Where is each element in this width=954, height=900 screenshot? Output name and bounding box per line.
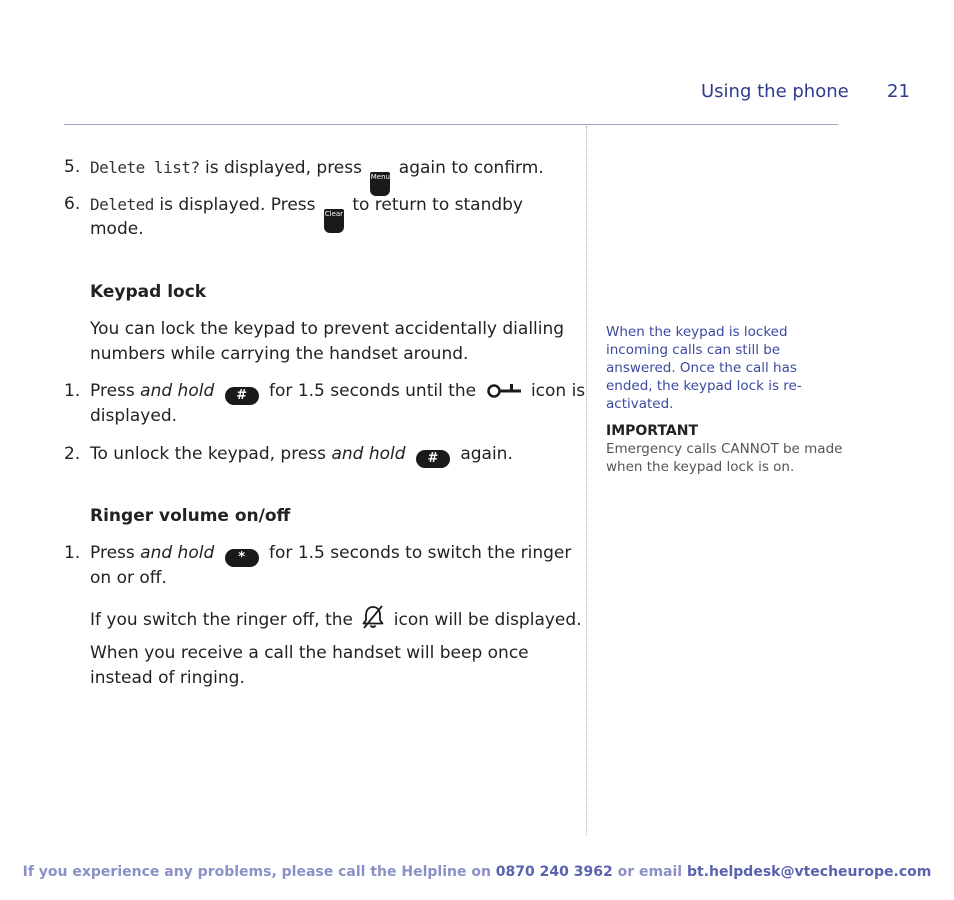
- column-divider: [586, 126, 587, 836]
- helpline-phone: 0870 240 3962: [495, 864, 613, 880]
- keypad-lock-intro: You can lock the keypad to prevent accidentally dialling: [90, 319, 565, 339]
- step-text: displayed.: [90, 406, 178, 426]
- note-line: answered. Once the call has: [606, 360, 797, 376]
- step-number: 6.: [64, 194, 81, 214]
- step-text: on or off.: [90, 568, 167, 588]
- emphasis: and hold: [140, 381, 215, 401]
- step-text: for 1.5 seconds until the: [269, 381, 477, 401]
- emphasis: and hold: [331, 444, 406, 464]
- star-key-icon: *: [225, 549, 259, 567]
- note-line: When the keypad is locked: [606, 324, 788, 340]
- ringer-off-icon: [361, 604, 385, 638]
- ringer-heading: Ringer volume on/off: [90, 506, 291, 526]
- hash-key-icon: #: [225, 387, 259, 405]
- important-title: IMPORTANT: [606, 423, 699, 439]
- keypad-lock-step-1: [90, 379, 585, 407]
- keypad-lock-intro: numbers while carrying the handset around.: [90, 344, 469, 364]
- emphasis: and hold: [140, 543, 215, 563]
- paragraph-text: If you switch the ringer off, the: [90, 610, 353, 630]
- keypad-lock-icon: [486, 382, 522, 407]
- step-text: Press: [90, 543, 135, 563]
- clear-key-icon: Clear: [324, 209, 344, 233]
- step-text: To unlock the keypad, press: [90, 444, 327, 464]
- step-text: icon is: [530, 381, 586, 401]
- keypad-lock-heading: Keypad lock: [90, 282, 207, 302]
- step-text: mode.: [90, 219, 144, 239]
- step-delete-list: [90, 155, 544, 196]
- helpline-email: bt.helpdesk@vtecheurope.com: [686, 864, 932, 880]
- section-title: Using the phone: [701, 81, 849, 102]
- step-number: 5.: [64, 157, 81, 177]
- important-line: Emergency calls CANNOT be made: [606, 441, 843, 457]
- step-text: is displayed. Press: [159, 195, 316, 215]
- helpline-footer: [0, 864, 954, 880]
- step-text: is displayed, press: [205, 158, 362, 178]
- page-number: 21: [887, 81, 910, 102]
- step-number: 1.: [64, 381, 81, 401]
- note-line: ended, the keypad lock is re-: [606, 378, 802, 394]
- step-number: 1.: [64, 543, 81, 563]
- important-line: when the keypad lock is on.: [606, 459, 795, 475]
- footer-text: If you experience any problems, please call the Helpline on: [22, 864, 491, 880]
- step-text: to return to standby: [352, 195, 523, 215]
- header-divider: [64, 124, 838, 125]
- paragraph-text: icon will be displayed.: [393, 610, 582, 630]
- menu-key-icon: Menu: [370, 172, 390, 196]
- step-text: for 1.5 seconds to switch the ringer: [269, 543, 572, 563]
- hash-key-icon: #: [416, 450, 450, 468]
- sidebar-note: [606, 323, 846, 413]
- note-line: incoming calls can still be: [606, 342, 781, 358]
- note-line: activated.: [606, 396, 674, 412]
- step-number: 2.: [64, 444, 81, 464]
- step-text: again.: [460, 444, 513, 464]
- ringer-beep-paragraph: instead of ringing.: [90, 668, 245, 688]
- ringer-off-paragraph: [90, 604, 582, 638]
- step-text: again to confirm.: [398, 158, 544, 178]
- lcd-text: Deleted: [90, 195, 154, 214]
- step-text: Press: [90, 381, 135, 401]
- lcd-text: Delete list?: [90, 158, 200, 177]
- footer-text: or email: [617, 864, 683, 880]
- important-note: [606, 440, 846, 476]
- ringer-step-1: [90, 541, 571, 567]
- step-deleted: [90, 192, 523, 233]
- keypad-lock-step-2: [90, 442, 513, 468]
- ringer-beep-paragraph: When you receive a call the handset will beep once: [90, 643, 529, 663]
